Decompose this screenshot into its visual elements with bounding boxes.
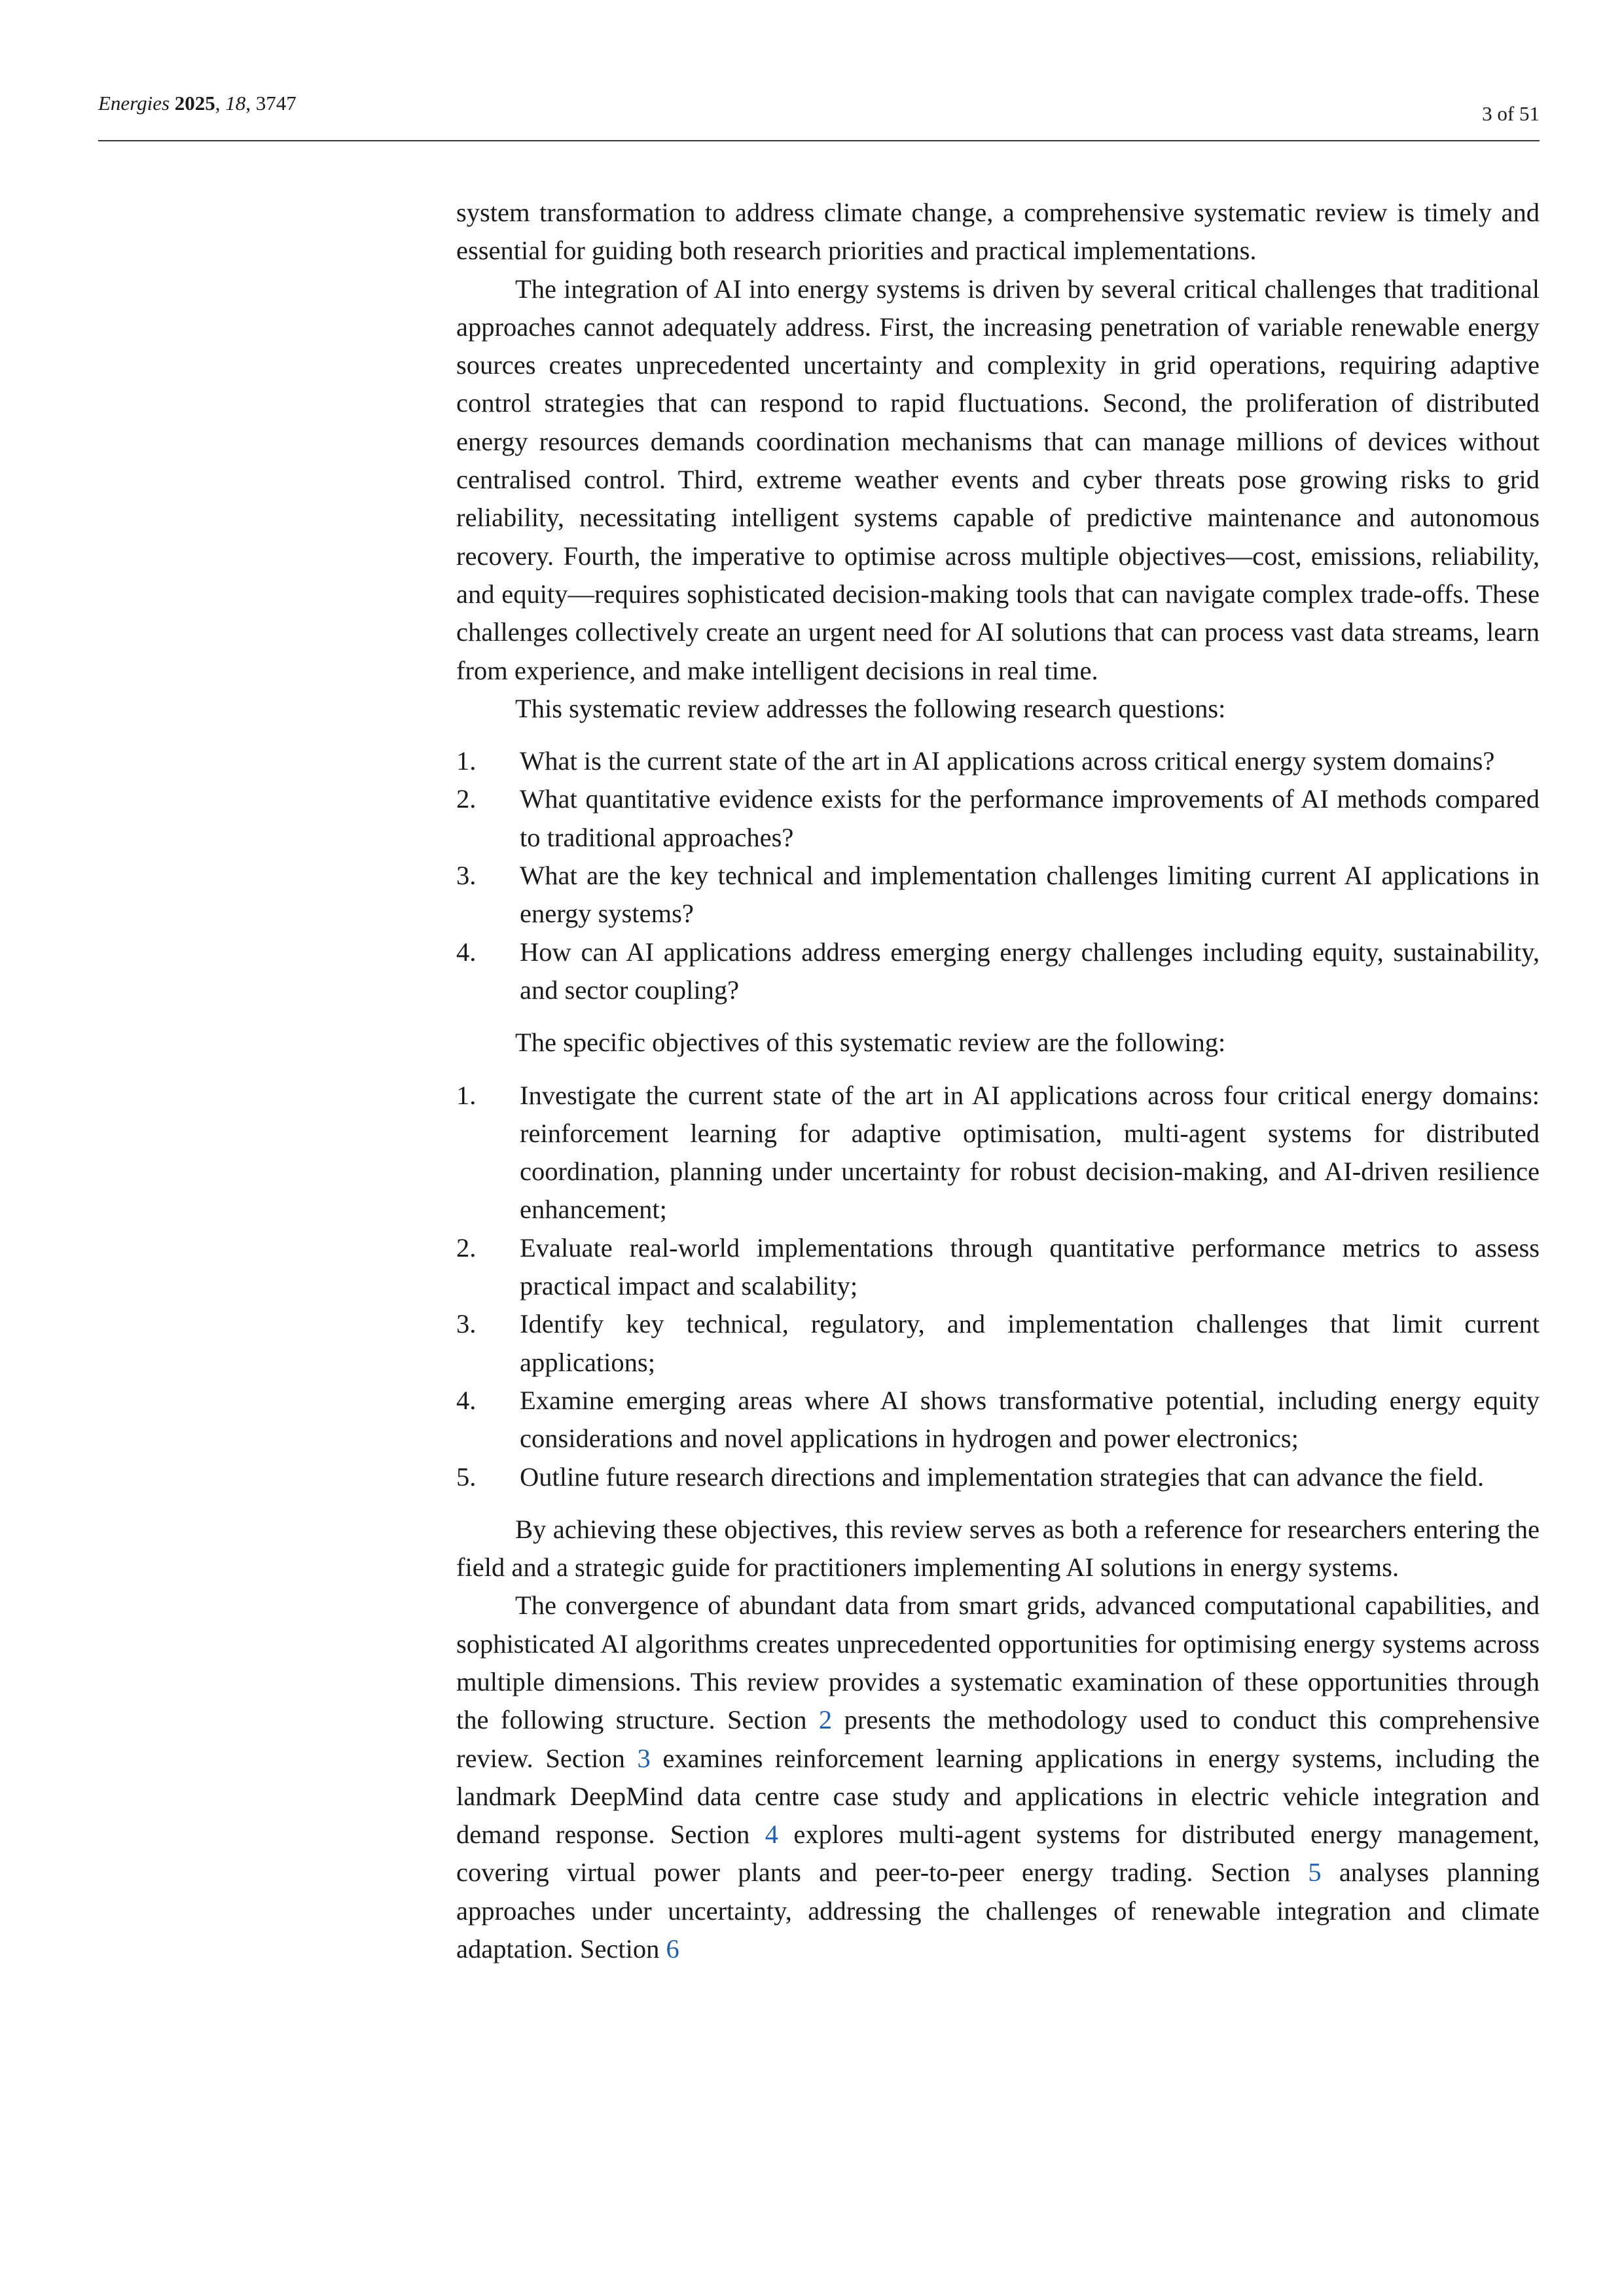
list-text: Outline future research directions and implementation strategies that can advance the field. <box>520 1462 1485 1492</box>
section-5-link[interactable]: 5 <box>1308 1857 1322 1888</box>
list-number: 3. <box>456 861 477 891</box>
section-6-link[interactable]: 6 <box>666 1934 679 1964</box>
journal-citation: Energies 2025, 18, 3747 <box>98 92 297 115</box>
objectives-list <box>456 1077 1540 1496</box>
section-3-link[interactable]: 3 <box>637 1743 651 1773</box>
list-item <box>456 1458 1540 1496</box>
list-number: 4. <box>456 937 477 967</box>
list-item <box>456 857 1540 933</box>
paragraph-structure <box>456 1587 1540 1968</box>
list-item <box>456 780 1540 857</box>
journal-year: 2025 <box>174 92 215 115</box>
paragraph-achieving-objectives: By achieving these objectives, this review serves as both a reference for researchers entering the field and a strategic guide for practitioners implementing AI solutions in energy systems. <box>456 1514 1540 1583</box>
list-text: Evaluate real-world implementations through quantitative performance metrics to assess practical impact and scalability; <box>520 1232 1540 1301</box>
paragraph-drivers: The integration of AI into energy systems is driven by several critical challenges that traditional approaches cannot adequately address. First, the increasing penetration of variable renewable energy sources creates unprecedented uncertainty and complexity in grid operations, requiring adaptive control strategies that can respond to rapid fluctuations. Second, the proliferation of distributed energy resources demands coordination mechanisms that can manage millions of devices without centralised control. Third, extreme weather events and cyber threats pose growing risks to grid reliability, necessitating intelligent systems capable of predictive maintenance and autonomous recovery. Fourth, the imperative to optimise across multiple objectives—cost, emissions, reliability, and equity—requires sophisticated decision-making tools that can navigate complex trade-offs. These challenges collectively create an urgent need for AI solutions that can process vast data streams, learn from experience, and make intelligent decisions in real time. <box>456 274 1540 685</box>
list-number: 3. <box>456 1309 477 1339</box>
main-text <box>456 194 1540 1968</box>
research-questions-list <box>456 742 1540 1009</box>
list-text: Identify key technical, regulatory, and implementation challenges that limit current applications; <box>520 1309 1540 1377</box>
paragraph-objectives-intro: The specific objectives of this systematic review are the following: <box>515 1028 1226 1058</box>
section-4-link[interactable]: 4 <box>765 1820 778 1850</box>
list-number: 5. <box>456 1462 477 1492</box>
journal-name: Energies <box>98 92 170 115</box>
journal-volume: 18 <box>225 92 246 115</box>
list-item <box>456 1229 1540 1306</box>
paragraph-research-questions-intro: This systematic review addresses the following research questions: <box>515 693 1226 723</box>
list-number: 2. <box>456 1232 477 1263</box>
structure-text: examines reinforcement learning applications in energy systems, including the landmark DeepMind data centre case study and applications in electric vehicle integration and demand response. Section <box>456 1743 1540 1850</box>
paragraph-intro-continued: system transformation to address climate change, a comprehensive systematic review is timely and essential for guiding both research priorities and practical implementations. <box>456 198 1540 266</box>
page-number: 3 of 51 <box>1482 102 1540 125</box>
structure-text: The convergence of abundant data from smart grids, advanced computational capabilities, and sophisticated AI algorithms creates unprecedented opportunities for optimising energy systems across multiple dimensions. This review provides a systematic examination of these opportunities through the following structure. Section <box>456 1590 1540 1735</box>
list-number: 2. <box>456 784 477 814</box>
list-text: How can AI applications address emerging energy challenges including equity, sustainability, and sector coupling? <box>520 937 1540 1005</box>
list-text: What is the current state of the art in AI applications across critical energy system domains? <box>520 746 1495 776</box>
list-text: Examine emerging areas where AI shows transformative potential, including energy equity considerations and novel applications in hydrogen and power electronics; <box>520 1385 1540 1454</box>
list-item <box>456 1305 1540 1382</box>
list-text: Investigate the current state of the art in AI applications across four critical energy domains: reinforcement learning for adaptive optimisation, multi-agent systems for distributed coordination, planning under uncertainty for robust decision-making, and AI-driven resilience enhancement; <box>520 1080 1540 1225</box>
list-item <box>456 742 1540 780</box>
list-number: 1. <box>456 746 477 776</box>
article-number: 3747 <box>255 92 297 115</box>
list-number: 4. <box>456 1385 477 1415</box>
list-number: 1. <box>456 1080 477 1110</box>
list-item <box>456 933 1540 1010</box>
structure-text: analyses planning approaches under uncertainty, addressing the challenges of renewable integration and climate adaptation. Section <box>456 1857 1540 1964</box>
list-text: What are the key technical and implementation challenges limiting current AI applications in energy systems? <box>520 861 1540 929</box>
list-text: What quantitative evidence exists for the performance improvements of AI methods compared to traditional approaches? <box>520 784 1540 852</box>
list-item <box>456 1077 1540 1229</box>
structure-text: presents the methodology used to conduct this comprehensive review. Section <box>456 1705 1540 1773</box>
list-item <box>456 1382 1540 1458</box>
header-rule <box>98 140 1540 141</box>
structure-text: explores multi-agent systems for distributed energy management, covering virtual power plants and peer-to-peer energy trading. Section <box>456 1820 1540 1888</box>
page-header <box>98 92 1540 144</box>
section-2-link[interactable]: 2 <box>818 1705 833 1735</box>
